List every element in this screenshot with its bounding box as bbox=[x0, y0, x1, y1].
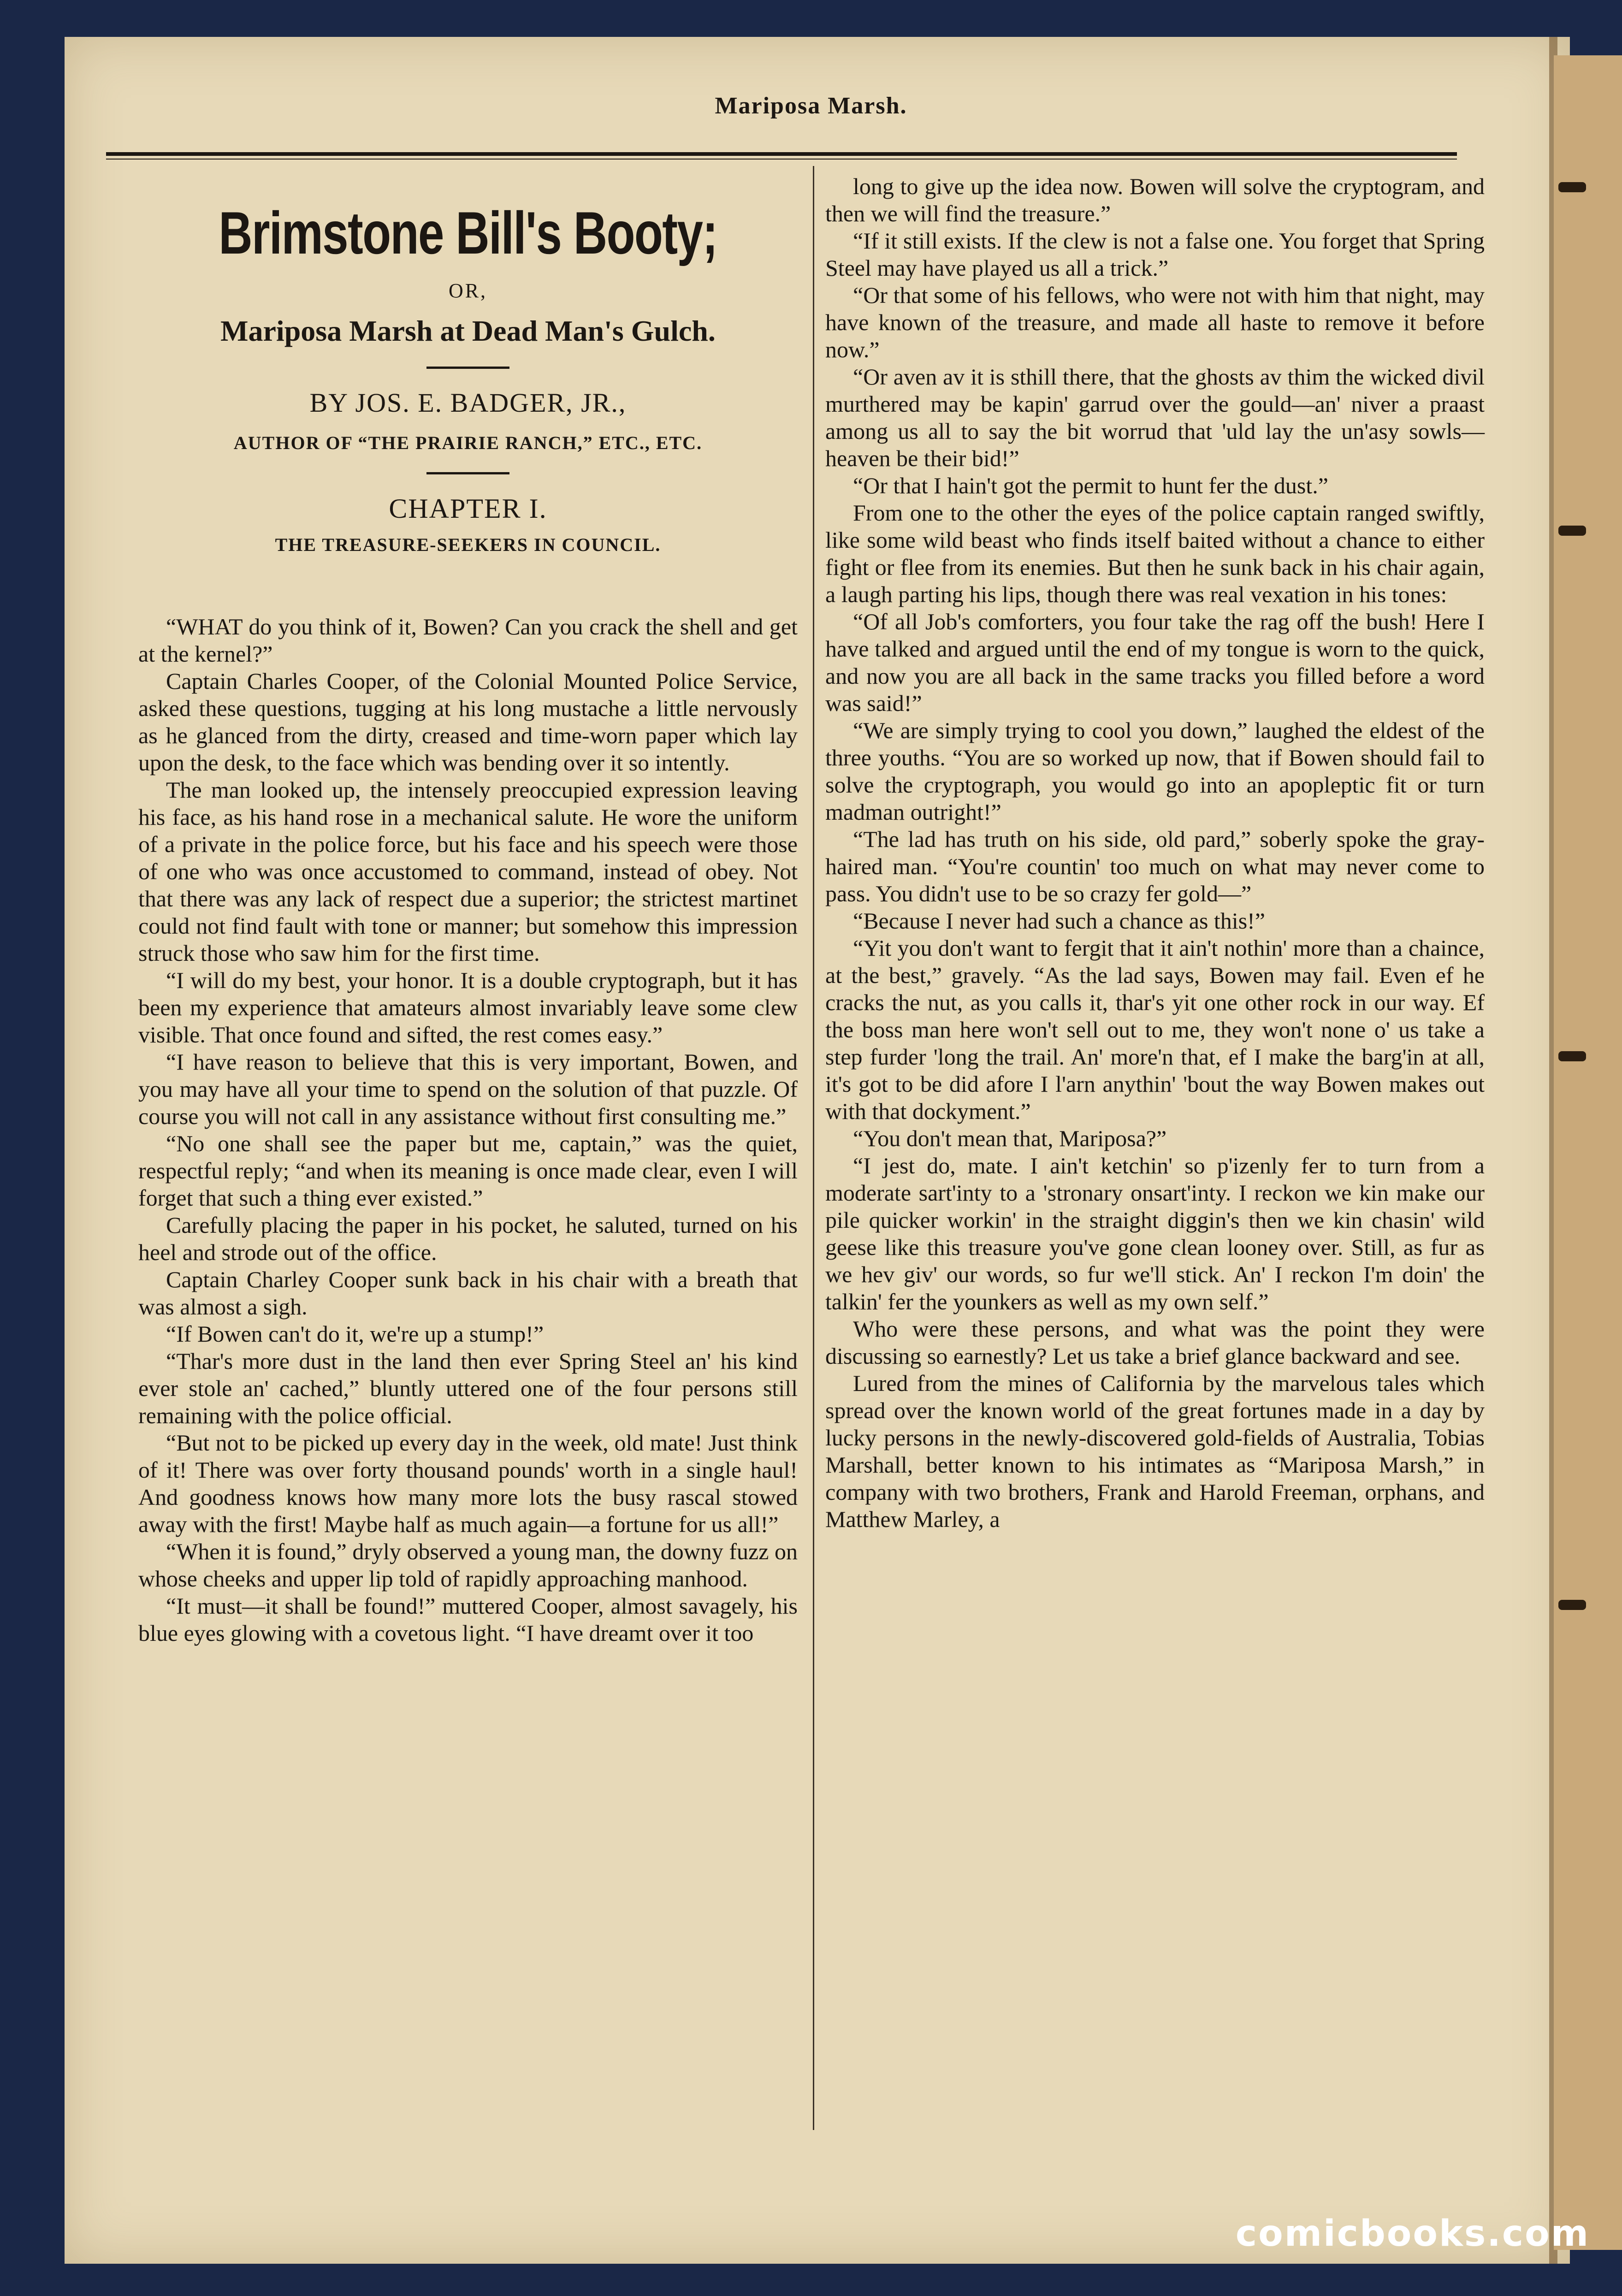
chapter-heading: CHAPTER I. bbox=[389, 493, 547, 524]
paragraph: “No one shall see the paper but me, captain,” was the quiet, respectful reply; “and when its meaning is once made clear, even I will forget that such a thing ever existed.” bbox=[138, 1130, 798, 1211]
paragraph: “Because I never had such a chance as this!” bbox=[853, 908, 1265, 934]
header-rule-thin bbox=[106, 159, 1457, 160]
paragraph: From one to the other the eyes of the police captain ranged swiftly, like some wild beast who finds itself baited without a chance to either fight or flee from its enemies. But then he sunk back in his chair again, a laugh parting his lips, though there was real vexation in his tones: bbox=[825, 500, 1485, 607]
paragraph: “When it is found,” dryly observed a young man, the downy fuzz on whose cheeks and upper lip told of rapidly approaching manhood. bbox=[138, 1539, 798, 1592]
title-or: OR, bbox=[448, 279, 488, 302]
paragraph: “But not to be picked up every day in the week, old mate! Just think of it! There was over forty thousand pounds' worth in a single haul! And goodness knows how many more lots the busy rascal stowed away with the first! Maybe half as much again—a fortune for us all!” bbox=[138, 1430, 798, 1537]
paragraph: Captain Charley Cooper sunk back in his chair with a breath that was almost a sigh. bbox=[138, 1266, 798, 1320]
paragraph: Carefully placing the paper in his pocket, he saluted, turned on his heel and strode out of the office. bbox=[138, 1212, 798, 1265]
binding-mark bbox=[1558, 1051, 1586, 1061]
paragraph: “I will do my best, your honor. It is a double cryptograph, but it has been my experience that amateurs almost invariably leave some clew visible. That once found and sifted, the rest comes easy.” bbox=[138, 967, 798, 1047]
paragraph: The man looked up, the intensely preoccupied expression leaving his face, as his hand rose in a mechanical salute. He wore the uniform of a private in the police force, but his face and his speech were those of one who was once accustomed to command, instead of obey. Not that there was any lack of respect due a superior; the strictest martinet could not find fault with tone or manner; but somehow this impression struck those who saw him for the first time. bbox=[138, 777, 798, 966]
header-rule bbox=[106, 152, 1457, 156]
binding-mark bbox=[1558, 182, 1586, 192]
paragraph: “Or that I hain't got the permit to hunt fer the dust.” bbox=[853, 473, 1328, 498]
paragraph: Who were these persons, and what was the point they were discussing so earnestly? Let us take a brief glance backward and see. bbox=[825, 1316, 1485, 1369]
author-of: AUTHOR OF “THE PRAIRIE RANCH,” ETC., ETC. bbox=[233, 432, 703, 453]
running-head: Mariposa Marsh. bbox=[715, 93, 907, 119]
paragraph: “I jest do, mate. I ain't ketchin' so p'izenly fer to turn from a moderate sart'inty to a 'stronary onsart'inty. I reckon we kin make our pile quicker workin' in the straight diggin's then we kin chasin' wild geese like this treasure you've gone clean looney over. Still, as fur as we hev giv' our words, so fur we'll stick. An' I reckon I'm doin' the talkin' fer the younkers as well as my own self.” bbox=[825, 1153, 1485, 1314]
binding-mark bbox=[1558, 1600, 1586, 1610]
byline: BY JOS. E. BADGER, JR., bbox=[309, 388, 627, 418]
paragraph: “If Bowen can't do it, we're up a stump!” bbox=[166, 1321, 544, 1347]
paragraph: “Thar's more dust in the land then ever Spring Steel an' his kind ever stole an' cached,” bluntly uttered one of the four persons still remaining with the police official. bbox=[138, 1348, 798, 1428]
watermark: comicbooks.com bbox=[1235, 2213, 1590, 2255]
byline-divider bbox=[426, 472, 509, 474]
paragraph: “I have reason to believe that this is very important, Bowen, and you may have all your time to spend on the solution of that puzzle. Of course you will not call in any assistance without first consulting me.” bbox=[138, 1049, 798, 1129]
paragraph: “You don't mean that, Mariposa?” bbox=[853, 1125, 1167, 1151]
paragraph: Lured from the mines of California by the marvelous tales which spread over the known world of the great fortunes made in a day by lucky persons in the newly-discovered gold-fields of Australia, Tobias Marshall, better known to his intimates as “Mariposa Marsh,” in company with two brothers, Frank and Harold Freeman, orphans, and Matthew Marley, a bbox=[825, 1370, 1485, 1532]
paragraph: “Yit you don't want to fergit that it ain't nothin' more than a chaince, at the best,” gravely. “As the lad says, Bowen may fail. Even ef he cracks the nut, as you calls it, thar's yit one other rock in our way. Ef the boss man here won't sell out to me, they won't none o' us take a step furder 'long the trail. An' more'n that, ef I make the barg'in at all, it's got to be did afore I l'arn anythin' 'bout the way Bowen makes out with that dockyment.” bbox=[825, 935, 1485, 1124]
paragraph: Captain Charles Cooper, of the Colonial Mounted Police Service, asked these questions, tugging at his long mustache a little nervously as he glanced from the dirty, creased and time-worn paper which lay upon the desk, to the face which was bending over it so intently. bbox=[138, 668, 798, 775]
paragraph: “Of all Job's comforters, you four take the rag off the bush! Here I have talked and argued until the end of my tongue is worn to the quick, and now you are all back in the same tracks you filled before a word was said!” bbox=[825, 609, 1485, 716]
chapter-title: THE TREASURE-SEEKERS IN COUNCIL. bbox=[275, 534, 661, 555]
paragraph: “WHAT do you think of it, Bowen? Can you crack the shell and get at the kernel?” bbox=[138, 614, 798, 667]
paragraph: “Or that some of his fellows, who were not with him that night, may have known of the treasure, and made all haste to remove it before now.” bbox=[825, 282, 1485, 362]
story-title: Brimstone Bill's Booty; bbox=[219, 199, 717, 266]
paragraph: “Or aven av it is sthill there, that the ghosts av thim the wicked divil murthered may be kapin' garrud over the gould—an' niver a praast among us all to say the bit worrud that 'uld lay the un'asy sowls—heaven be their bid!” bbox=[825, 364, 1485, 471]
binding-mark bbox=[1558, 526, 1586, 536]
left-column bbox=[138, 613, 798, 1647]
right-column bbox=[825, 173, 1485, 1533]
paragraph: “We are simply trying to cool you down,” laughed the eldest of the three youths. “You are so worked up now, that if Bowen should fail to solve the cryptograph, you would go into an apopleptic fit or turn madman outright!” bbox=[825, 717, 1485, 825]
column-divider bbox=[813, 166, 814, 2130]
paragraph: “The lad has truth on his side, old pard,” soberly spoke the gray-haired man. “You're countin' too much on what may never come to pass. You didn't use to be so crazy fer gold—” bbox=[825, 826, 1485, 906]
story-heading bbox=[138, 184, 798, 556]
paragraph: “If it still exists. If the clew is not a false one. You forget that Spring Steel may have played us all a trick.” bbox=[825, 228, 1485, 281]
paragraph: long to give up the idea now. Bowen will solve the cryptogram, and then we will find the treasure.” bbox=[825, 173, 1485, 226]
story-subtitle: Mariposa Marsh at Dead Man's Gulch. bbox=[220, 314, 716, 347]
paragraph: “It must—it shall be found!” muttered Cooper, almost savagely, his blue eyes glowing with a covetous light. “I have dreamt over it too bbox=[138, 1593, 798, 1646]
next-page-edge bbox=[1554, 55, 1622, 2250]
title-divider bbox=[426, 367, 509, 369]
